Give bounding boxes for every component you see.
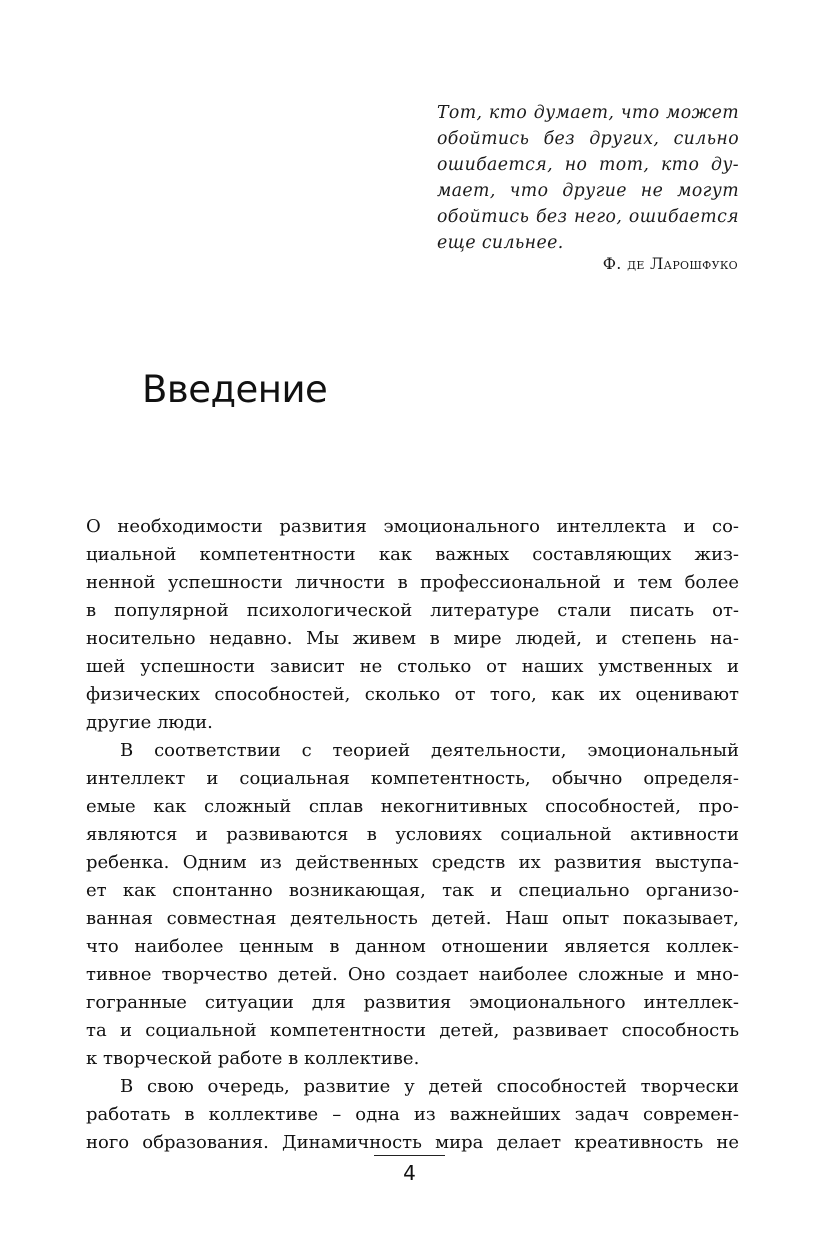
chapter-title: Введение xyxy=(142,368,328,411)
text-line: к творческой работе в коллективе. xyxy=(86,1048,420,1069)
paragraph xyxy=(86,1073,739,1157)
text-line: ребенка. Одним из действенных средств их развития выступа- xyxy=(86,852,739,873)
text-line: ванная совместная деятельность детей. Наш опыт показывает, xyxy=(86,908,739,929)
text-line: физических способностей, сколько от того, как их оценивают xyxy=(86,684,739,705)
paragraph xyxy=(86,513,739,737)
text-line: та и социальной компетентности детей, развивает способность xyxy=(86,1020,739,1041)
text-line: что наиболее ценным в данном отношении является коллек- xyxy=(86,936,739,957)
epigraph-line: еще сильнее. xyxy=(437,233,564,253)
epigraph-line: Тот, кто думает, что может xyxy=(437,103,739,123)
text-line: работать в коллективе – одна из важнейших задач современ- xyxy=(86,1104,739,1125)
epigraph-line: ошибается, но тот, кто ду- xyxy=(437,155,739,175)
text-line: циальной компетентности как важных составляющих жиз- xyxy=(86,544,739,565)
text-line: ного образования. Динамичность мира делает креативность не xyxy=(86,1132,739,1153)
page-number-rule xyxy=(374,1155,445,1156)
text-line: В свою очередь, развитие у детей способностей творчески xyxy=(120,1076,739,1097)
text-line: носительно недавно. Мы живем в мире людей, и степень на- xyxy=(86,628,739,649)
text-line: шей успешности зависит не столько от наших умственных и xyxy=(86,656,739,677)
epigraph-author: Ф. де Ларошфуко xyxy=(602,254,738,273)
text-line: в популярной психологической литературе стали писать от- xyxy=(86,600,739,621)
text-line: интеллект и социальная компетентность, обычно определя- xyxy=(86,768,739,789)
text-line: емые как сложный сплав некогнитивных способностей, про- xyxy=(86,796,739,817)
text-line: О необходимости развития эмоционального интеллекта и со- xyxy=(86,516,739,537)
text-line: другие люди. xyxy=(86,712,213,733)
epigraph-line: обойтись без других, сильно xyxy=(437,129,739,149)
paragraph xyxy=(86,737,739,1073)
text-line: тивное творчество детей. Оно создает наиболее сложные и мно- xyxy=(86,964,739,985)
text-line: гогранные ситуации для развития эмоционального интеллек- xyxy=(86,992,739,1013)
page-number: 4 xyxy=(403,1161,416,1185)
body-text xyxy=(86,513,739,1157)
epigraph xyxy=(437,100,739,256)
epigraph-line: обойтись без него, ошибается xyxy=(437,207,739,227)
epigraph-line: мает, что другие не могут xyxy=(437,181,739,201)
text-line: являются и развиваются в условиях социальной активности xyxy=(86,824,739,845)
text-line: В соответствии с теорией деятельности, эмоциональный xyxy=(120,740,739,761)
text-line: ет как спонтанно возникающая, так и специально организо- xyxy=(86,880,739,901)
text-line: ненной успешности личности в профессиональной и тем более xyxy=(86,572,739,593)
